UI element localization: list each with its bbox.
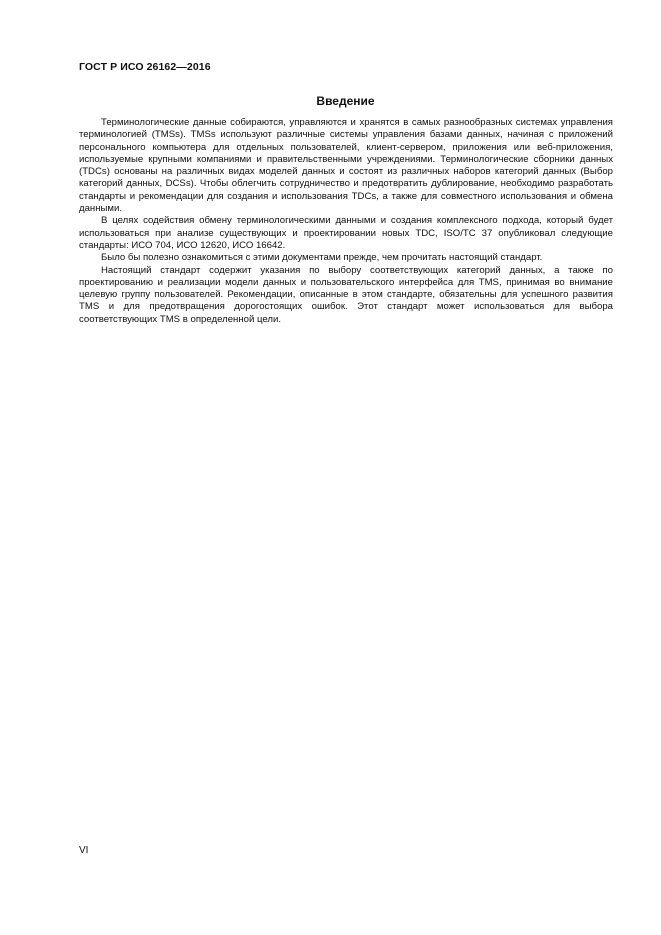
paragraph: Терминологические данные собираются, управляются и хранятся в самых разнообразных системах управления терминологией (TMSs). TMSs используют различные системы управления базами данных, начиная с приложений персонального компьютера для отдельных пользователей, клиент-сервером, приложения или веб-приложения, используемые крупными компаниями и правительственными учреждениями. Терминологические сборники данных (TDCs) основаны на различных видах моделей данных и состоят из различных наборов категорий данных (Выбор категорий данных, DCSs). Чтобы облегчить сотрудничество и предотвратить дублирование, необходимо разработать стандарты и рекомендации для создания и использования TDCs, а также для совместного использования и обмена данными. [79,117,613,215]
paragraph: В целях содействия обмену терминологическими данными и создания комплексного подхода, который будет использоваться при анализе существующих и проектировании новых TDC, ISO/TC 37 опубликовал следующие стандарты: ИСО 704, ИСО 12620, ИСО 16642. [79,215,613,251]
section-title: Введение [316,94,375,108]
section-body [79,117,613,326]
paragraph: Было бы полезно ознакомиться с этими документами прежде, чем прочитать настоящий стандарт. [101,252,543,264]
paragraph: Настоящий стандарт содержит указания по выбору соответствующих категорий данных, а также по проектированию и реализации модели данных и пользовательского интерфейса для TMS, принимая во внимание целевую группу пользователей. Рекомендации, описанные в этом стандарте, обязательны для успешного развития TMS и для предотвращения дорогостоящих ошибок. Этот стандарт может использоваться для выбора соответствующих TMS в определенной цели. [79,264,613,325]
page-number: VI [79,845,89,856]
standard-header: ГОСТ Р ИСО 26162—2016 [79,61,211,73]
